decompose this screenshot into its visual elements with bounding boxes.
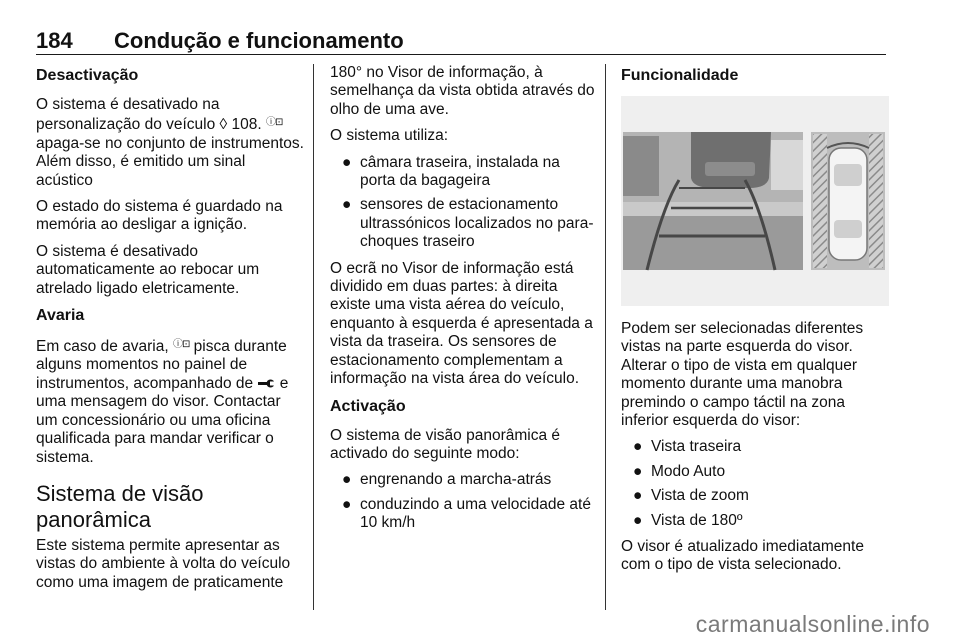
bullet-icon: ●: [633, 487, 643, 505]
list-item: ● Vista traseira: [633, 438, 742, 456]
wrench-icon: [257, 375, 275, 392]
heading-avaria: Avaria: [36, 307, 85, 325]
paragraph: O estado do sistema é guardado na memória ao desligar a ignição.: [36, 198, 283, 234]
column-2: [330, 64, 598, 541]
camera-symbol-icon: ⓘ⊡: [266, 117, 283, 129]
bullet-icon: ●: [633, 438, 643, 456]
paragraph: O sistema é desativado na personalização do veículo ◊ 108. ⓘ⊡ apaga-se no conjunto de instrumentos. Além disso, é emitido um sinal acústico: [36, 96, 304, 189]
bullet-icon: ●: [633, 462, 643, 480]
column-1: [36, 64, 304, 600]
page-number: 184: [36, 28, 73, 53]
bullet-list: [330, 471, 598, 532]
page-header: [36, 26, 886, 55]
page-title: Condução e funcionamento: [114, 28, 404, 53]
triangle-reference-icon: ◊: [219, 116, 228, 134]
paragraph: O sistema utiliza:: [330, 127, 449, 145]
list-item: ● sensores de estacionamento ultrassónicos localizados no para-choques traseiro: [342, 196, 594, 251]
column-divider: [605, 64, 606, 610]
column-3: [621, 64, 889, 583]
bullet-icon: ●: [633, 511, 643, 529]
heading-desactivacao: Desactivação: [36, 67, 139, 84]
bullet-icon: ●: [342, 495, 352, 513]
list-item: ● Vista de 180º: [633, 511, 743, 529]
paragraph: 180° no Visor de informação, à semelhança da vista obtida através do olho de uma ave.: [330, 64, 595, 118]
paragraph: O visor é atualizado imediatamente com o tipo de vista selecionado.: [621, 538, 864, 574]
paragraph: Em caso de avaria, ⓘ⊡ pisca durante alguns momentos no painel de instrumentos, acompanhado de e uma mensagem do visor. Contactar um concessionário ou uma oficina qualificada para mandar verificar o sistema.: [36, 338, 289, 466]
list-item: ● conduzindo a uma velocidade até 10 km/h: [342, 495, 591, 532]
heading-activacao: Activação: [330, 397, 406, 415]
bullet-icon: ●: [342, 153, 352, 171]
bullet-icon: ●: [342, 196, 352, 214]
camera-view-illustration: [621, 96, 889, 306]
camera-symbol-icon: ⓘ⊡: [172, 339, 190, 351]
paragraph: O sistema de visão panorâmica é activado do seguinte modo:: [330, 426, 561, 462]
paragraph: Este sistema permite apresentar as vistas do ambiente à volta do veículo como uma imagem de praticamente: [36, 536, 291, 591]
list-item: ● Modo Auto: [633, 462, 726, 480]
heading-funcionalidade: Funcionalidade: [621, 67, 739, 84]
column-divider: [313, 64, 314, 610]
list-item: ● engrenando a marcha-atrás: [342, 471, 552, 489]
watermark: carmanualsonline.info: [695, 611, 930, 637]
list-item: ● câmara traseira, instalada na porta da bagageira: [342, 153, 560, 190]
heading-sistema-visao-panoramica: Sistema de visão panorâmica: [36, 480, 204, 532]
bullet-list: [621, 438, 889, 530]
camera-view-image: [621, 96, 889, 306]
paragraph: O sistema é desativado automaticamente ao rebocar um atrelado ligado eletricamente.: [36, 242, 260, 297]
bullet-list: [330, 154, 598, 252]
bullet-icon: ●: [342, 471, 352, 489]
paragraph: O ecrã no Visor de informação está dividido em duas partes: à direita existe uma vista aérea do veículo, enquanto à esquerda é apresentada a vista da traseira. Os sensores de estacionamento complementam a informação na vista área do veículo.: [330, 259, 593, 388]
list-item: ● Vista de zoom: [633, 487, 749, 505]
paragraph: Podem ser selecionadas diferentes vistas na parte esquerda do visor. Alterar o tipo de vista em qualquer momento durante uma manobra premindo o campo táctil na zona inferior esquerda do visor:: [621, 320, 864, 430]
